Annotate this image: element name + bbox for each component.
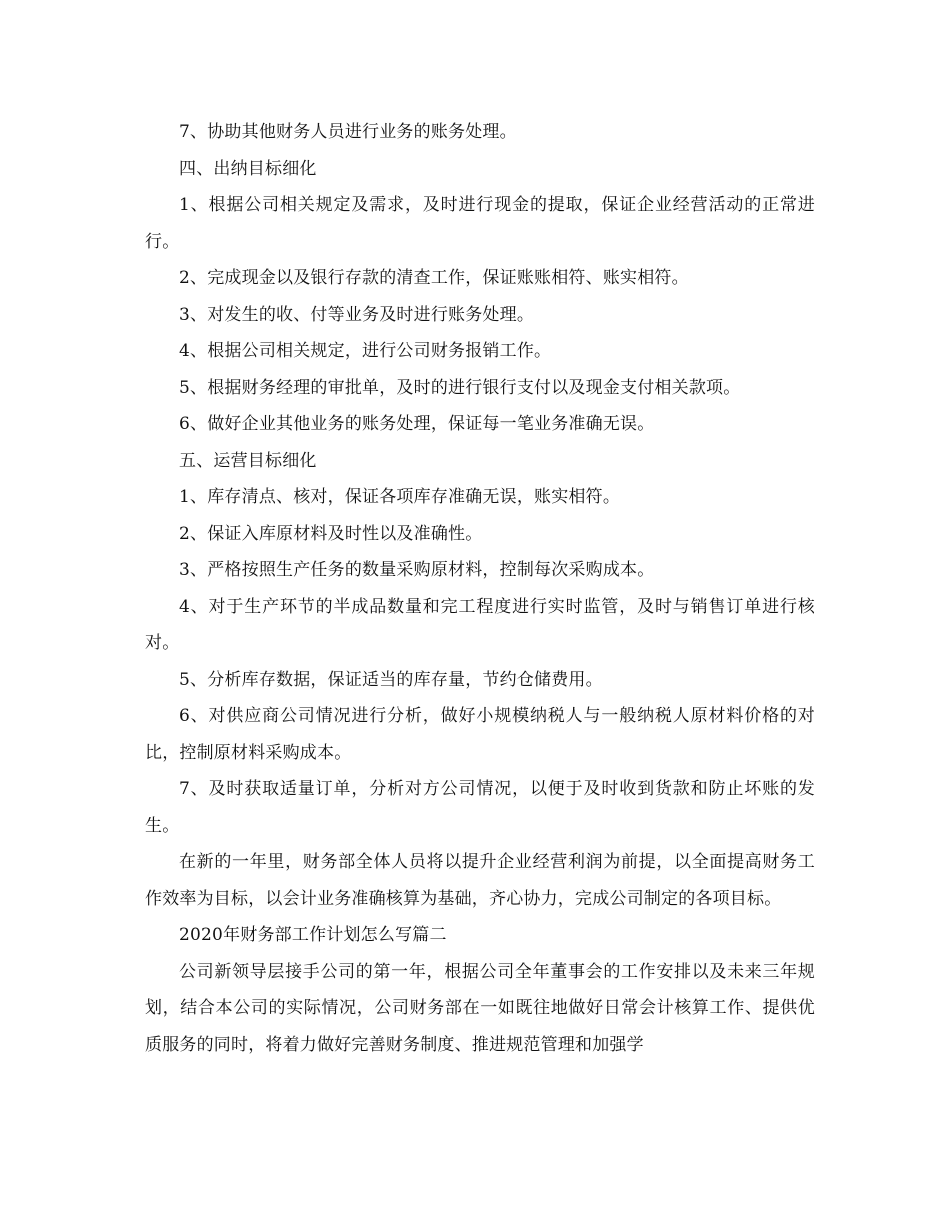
section-heading-cashier: 四、出纳目标细化 [179, 158, 317, 179]
paragraph-cashier-3: 3、对发生的收、付等业务及时进行账务处理。 [179, 304, 535, 325]
paragraph-cashier-4: 4、根据公司相关规定，进行公司财务报销工作。 [179, 341, 552, 361]
paragraph-operations-1: 1、库存清点、核对，保证各项库存准确无误，账实相符。 [179, 487, 621, 507]
paragraph-operations-2: 2、保证入库原材料及时性以及准确性。 [179, 523, 483, 544]
paragraph-operations-6: 6、对供应商公司情况进行分析，做好小规模纳税人与一般纳税人原材料价格的对比，控制原材料采购成本。 [145, 706, 815, 763]
paragraph-cashier-2: 2、完成现金以及银行存款的清查工作，保证账账相符、账实相符。 [179, 268, 689, 288]
paragraph-intro-part-two: 公司新领导层接手公司的第一年，根据公司全年董事会的工作安排以及未来三年规划，结合本公司的实际情况，公司财务部在一如既往地做好日常会计核算工作、提供优质服务的同时，将着力做好完善财务制度、推进规范管理和加强学 [145, 961, 815, 1055]
paragraph-item-7-assist: 7、协助其他财务人员进行业务的账务处理。 [179, 122, 517, 142]
article-title-part-two: 2020年财务部工作计划怎么写篇二 [179, 925, 447, 945]
paragraph-summary: 在新的一年里，财务部全体人员将以提升企业经营利润为前提，以全面提高财务工作效率为目标，以会计业务准确核算为基础，齐心协力，完成公司制定的各项目标。 [145, 852, 815, 909]
section-heading-operations: 五、运营目标细化 [179, 450, 317, 471]
paragraph-operations-7: 7、及时获取适量订单，分析对方公司情况，以便于及时收到货款和防止坏账的发生。 [145, 779, 815, 836]
document-body [145, 114, 815, 1063]
paragraph-cashier-5: 5、根据财务经理的审批单，及时的进行银行支付以及现金支付相关款项。 [179, 377, 741, 398]
paragraph-cashier-6: 6、做好企业其他业务的账务处理，保证每一笔业务准确无误。 [179, 414, 655, 434]
paragraph-operations-5: 5、分析库存数据，保证适当的库存量，节约仓储费用。 [179, 669, 603, 690]
paragraph-operations-4: 4、对于生产环节的半成品数量和完工程度进行实时监管，及时与销售订单进行核对。 [145, 596, 815, 653]
paragraph-cashier-1: 1、根据公司相关规定及需求，及时进行现金的提取，保证企业经营活动的正常进行。 [145, 195, 815, 252]
paragraph-operations-3: 3、严格按照生产任务的数量采购原材料，控制每次采购成本。 [179, 560, 655, 580]
